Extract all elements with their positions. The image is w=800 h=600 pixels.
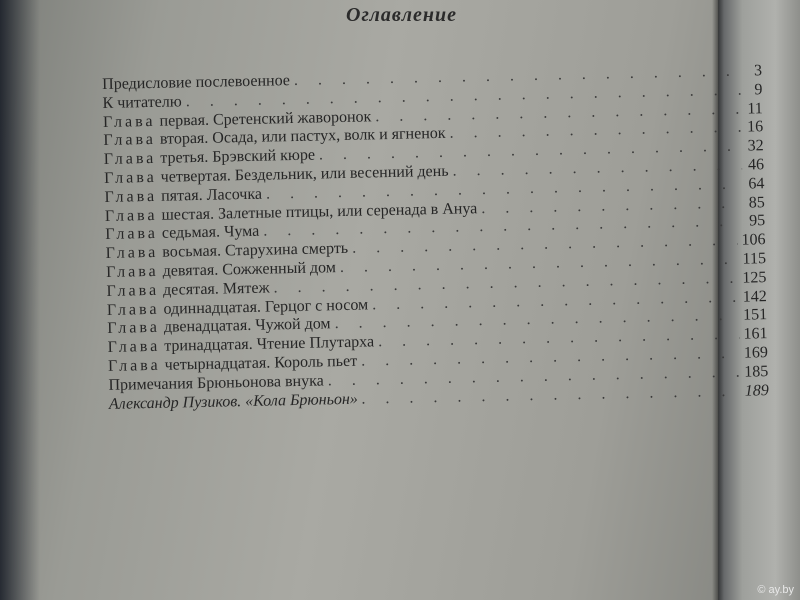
page-title: Оглавление (346, 4, 458, 26)
chapter-title: четвертая. Бездельник, или весенний день (160, 162, 449, 186)
chapter-prefix: Глава (104, 206, 158, 225)
page-number: 151 (742, 306, 768, 324)
page-number: 64 (748, 174, 765, 193)
chapter-title: шестая. Залетные птицы, или серенада в Ануа (161, 199, 478, 224)
chapter-prefix: Глава (102, 112, 156, 131)
chapter-prefix: Глава (106, 281, 160, 300)
page-number: 115 (742, 250, 767, 268)
page-number: 9 (754, 80, 763, 99)
chapter-prefix: Глава (103, 150, 157, 169)
chapter-title: одиннадцатая. Герцог с носом (163, 296, 369, 318)
chapter-title: третья. Брэвский кюре (160, 146, 316, 167)
chapter-prefix: Глава (107, 319, 161, 338)
page-number: 85 (748, 193, 765, 212)
left-shadow (0, 0, 40, 600)
chapter-title: Александр Пузиков. «Кола Брюньон» (108, 390, 359, 413)
page-number: 32 (747, 137, 764, 155)
chapter-prefix: Глава (104, 187, 158, 206)
page-number: 142 (742, 287, 767, 306)
page-number: 161 (743, 325, 768, 343)
page-number: 3 (753, 62, 763, 80)
chapter-title: седьмая. Чума (161, 223, 260, 243)
toc-entry-title (102, 93, 182, 113)
chapter-title: пятая. Ласочка (160, 185, 263, 205)
chapter-title: Предисловие послевоенное (102, 72, 291, 93)
chapter-prefix: Глава (103, 131, 157, 150)
chapter-title: вторая. Осада, или пастух, волк и ягненок (159, 125, 446, 149)
page-number: 189 (744, 381, 769, 400)
chapter-title: девятая. Сожженный дом (162, 259, 337, 280)
chapter-prefix: Глава (105, 244, 159, 263)
chapter-title: десятая. Мятеж (162, 279, 270, 299)
chapter-title: первая. Сретенский жаворонок (159, 107, 372, 130)
page-number: 11 (747, 99, 763, 118)
page-number: 185 (744, 362, 769, 381)
page-number: 125 (742, 268, 767, 287)
chapter-title: тринадцатая. Чтение Плутарха (164, 333, 375, 355)
chapter-prefix: Глава (105, 262, 159, 281)
table-of-contents (102, 62, 769, 414)
chapter-title: К читателю (102, 93, 182, 112)
chapter-prefix: Глава (107, 356, 161, 375)
chapter-prefix: Глава (103, 168, 157, 187)
page-number: 46 (747, 156, 765, 174)
page-number: 169 (743, 344, 769, 362)
page-number: 16 (747, 118, 764, 136)
chapter-prefix: Глава (105, 225, 159, 244)
watermark: © ay.by (757, 584, 794, 596)
chapter-title: Примечания Брюньонова внука (108, 372, 324, 394)
chapter-title: двенадцатая. Чужой дом (163, 315, 331, 337)
page-number: 106 (741, 231, 766, 249)
chapter-prefix: Глава (107, 337, 161, 357)
chapter-title: восьмая. Старухина смерть (162, 240, 349, 261)
page-number: 95 (749, 212, 766, 230)
chapter-title: четырнадцатая. Король пьет (164, 352, 358, 374)
chapter-prefix: Глава (106, 300, 160, 319)
